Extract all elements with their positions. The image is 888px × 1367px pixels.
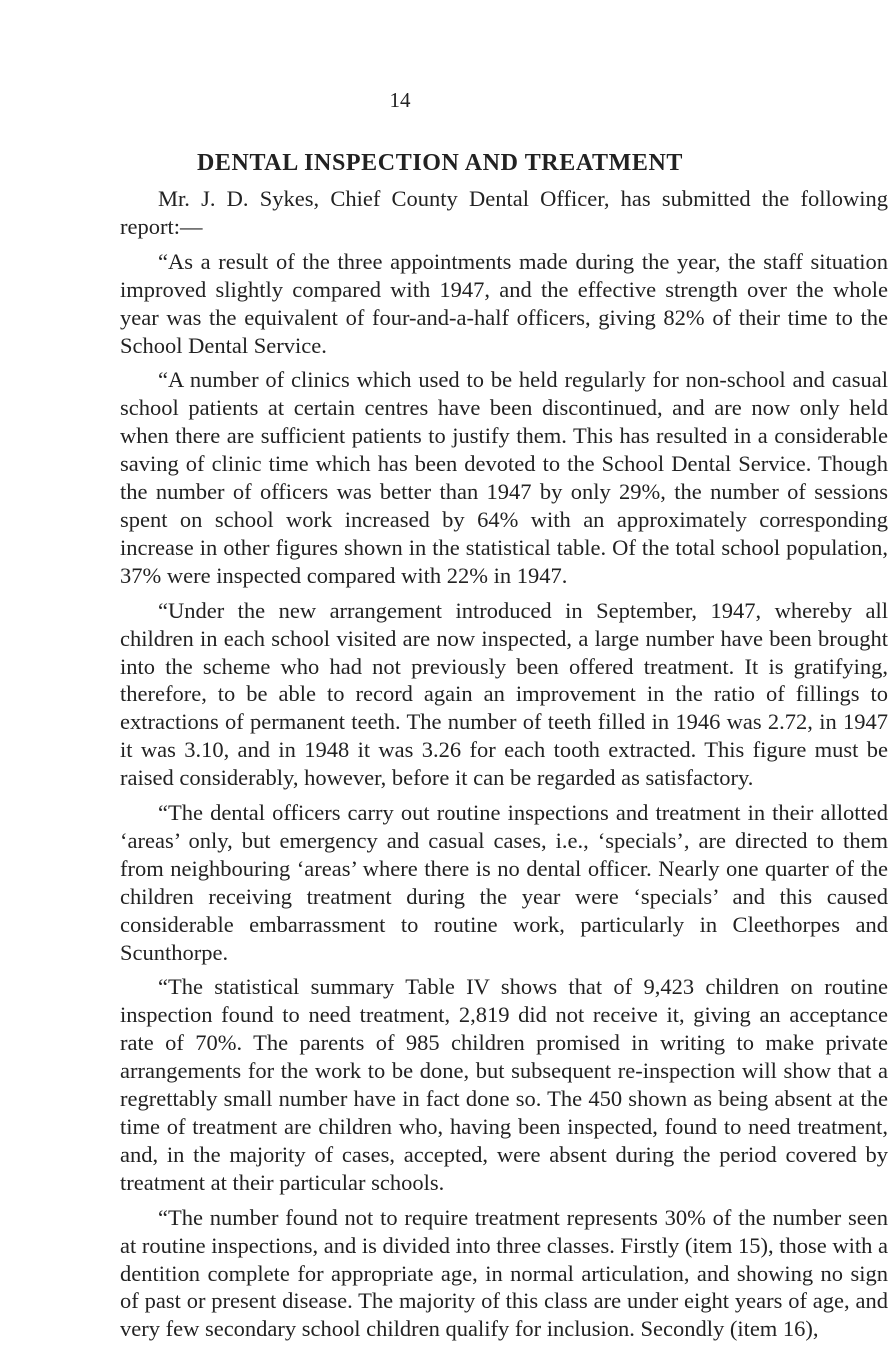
paragraph-clinics: “A number of clinics which used to be held regularly for non-school and casual school patients at certain centres have been discontinued, and are now only held when there are sufficient patients to justify them. This has resulted in a considerable saving of clinic time which has been devoted to the School Dental Service. Though the number of officers was better than 1947 by only 29%, the number of sessions spent on school work increased by 64% with an approximately corresponding increase in other figures shown in the statistical table. Of the total school population, 37% were inspected compared with 22% in 1947.	[120, 367, 888, 588]
paragraph-new-arrangement: “Under the new arrangement introduced in September, 1947, whereby all children in each school visited are now inspected, a large number have been brought into the scheme who had not previously been offered treatment. It is gratifying, therefore, to be able to record again an improvement in the ratio of fillings to extractions of permanent teeth. The number of teeth filled in 1946 was 2.72, in 1947 it was 3.10, and in 1948 it was 3.26 for each tooth extracted. This figure must be raised considerably, however, before it can be regarded as satisfactory.	[120, 597, 888, 791]
report-body	[120, 185, 888, 1350]
paragraph-specials: “The dental officers carry out routine inspections and treatment in their allotted ‘areas’ only, but emergency and casual cases, i.e., ‘specials’, are directed to them from neighbouring ‘areas’ where there is no dental officer. Nearly one quarter of the children receiving treatment during the year were ‘specials’ and this caused considerable embarrassment to routine work, particularly in Cleethorpes and Scunthorpe.	[120, 800, 888, 965]
paragraph-intro: Mr. J. D. Sykes, Chief County Dental Officer, has submitted the following report:—	[120, 186, 888, 239]
paragraph-classes: “The number found not to require treatment represents 30% of the number seen at routine inspections, and is divided into three classes. Firstly (item 15), those with a dentition complete for appropriate age, in normal articulation, and showing no sign of past or present disease. The majority of this class are under eight years of age, and very few secondary school children qualify for inclusion. Secondly (item 16),	[120, 1204, 888, 1342]
page-number: 14	[389, 88, 411, 112]
paragraph-statistical-summary: “The statistical summary Table IV shows that of 9,423 children on routine inspection found to need treatment, 2,819 did not receive it, giving an acceptance rate of 70%. The parents of 985 children promised in writing to make private arrangements for the work to be done, but subsequent re-inspection will show that a regrettably small number have in fact done so. The 450 shown as being absent at the time of treatment are children who, having been inspected, found to need treatment, and, in the majority of cases, accepted, were absent during the period covered by treatment at their particular schools.	[120, 974, 888, 1195]
paragraph-staff-situation: “As a result of the three appointments made during the year, the staff situation improved slightly compared with 1947, and the effective strength over the whole year was the equivalent of four-and-a-half officers, giving 82% of their time to the School Dental Service.	[120, 248, 888, 358]
page-title: DENTAL INSPECTION AND TREATMENT	[196, 150, 684, 176]
